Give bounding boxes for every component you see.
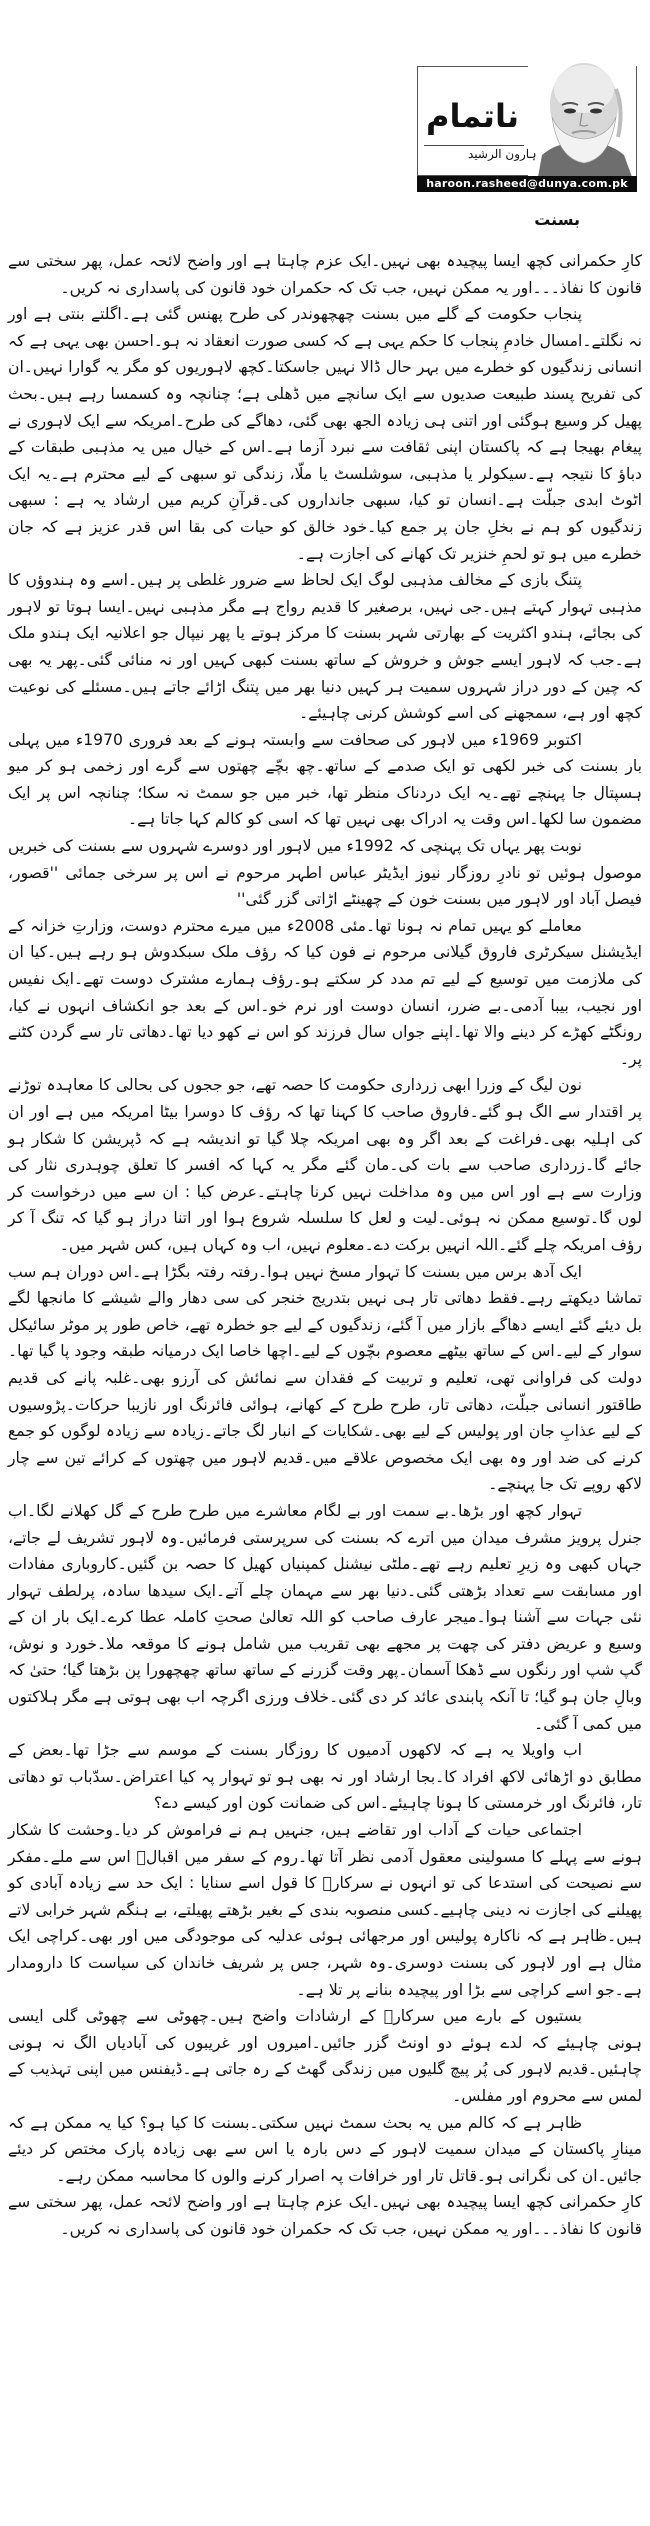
article-paragraph: نوبت پھر یہاں تک پہنچی کہ 1992ء میں لاہور اور دوسرے شہروں سے بسنت کی خبریں موصول ہوئیں تو نادرِ روزگار نیوز ایڈیٹر عباس اطہر مرحوم نے اس پر سرخی جمائی ''قصور، فیصل آباد اور لاہور میں بسنت خون کے چھینٹے اڑاتی گزر گئی'' [8,837,642,909]
column-logo-box [417,66,637,176]
article-closing-paragraph: کارِ حکمرانی کچھ ایسا پیچیدہ بھی نہیں۔ایک عزم چاہتا ہے اور واضح لائحہ عمل، پھر سختی سے قانون کا نفاذ۔۔۔اور یہ ممکن نہیں، جب تک کہ حکمران خود قانون کی پاسداری نہ کریں۔ [8,2193,642,2238]
author-name: ہارون الرشید [468,147,537,161]
article-paragraph: پنجاب حکومت کے گلے میں بسنت چھچھوندر کی طرح پھنس گئی ہے۔اگلتے بنتی ہے اور نہ نگلتے۔امسال خادمِ پنجاب کا حکم یہی ہے کہ کسی صورت انعقاد نہ ہو۔احسن بھی یہی ہے کہ انسانی زندگیوں کو خطرے میں بہر حال ڈالا نہیں جاسکتا۔کچھ لاہوریوں کو مگر یہ گوارا نہیں۔ان کی تفریح پسند طبیعت صدیوں سے ایک سانچے میں ڈھلی ہے؛ چنانچہ وہ کسمسا رہے ہیں۔بحث پھیل کر وسیع ہوگئی اور اتنی ہی زیادہ الجھ بھی گئی، دھاگے کی طرح۔امریکہ سے ایک لاہوری نے پیغام بھیجا ہے کہ پاکستان اپنی ثقافت سے نبرد آزما ہے۔اس کے خیال میں یہ مذہبی طبقات کے دباؤ کا نتیجہ ہے۔سیکولر یا مذہبی، سوشلسٹ یا ملّا، زندگی تو سبھی کے لیے محترم ہے۔یہ ایک اٹوٹ ابدی جبلّت ہے۔انسان تو کیا، سبھی جانداروں کی۔قرآنِ کریم میں ارشاد یہ ہے : سبھی زندگیوں کو ہم نے بخلِ جان پر جمع کیا۔خود خالق کو حیات کی بقا اس قدر عزیز ہے کہ جان خطرے میں ہو تو لحمِ خنزیر تک کھانے کی اجازت ہے۔ [8,305,642,563]
article-paragraph: ظاہر ہے کہ کالم میں یہ بحث سمٹ نہیں سکتی۔بسنت کا کیا ہو؟ کیا یہ ممکن ہے کہ مینارِ پاکستان کے میدان سمیت لاہور کے دس بارہ یا اس سے بھی زیادہ پارک مختص کر دیئے جائیں۔ان کی نگرانی ہو۔قاتل تار اور خرافات پہ اصرار کرنے والوں کا محاسبہ ممکن رہے۔ [8,2113,642,2185]
article-paragraph: اجتماعی حیات کے آداب اور تقاضے ہیں، جنہیں ہم نے فراموش کر دیا۔وحشت کا شکار ہونے سے پہلے کا مسولینی معقول آدمی نظر آتا تھا۔روم کے سفر میں اقبالؔ اس سے ملے۔مفکر سے نصیحت کی استدعا کی تو انہوں نے سرکارؐ کا قول اسے سنایا : ایک حد سے زیادہ آبادی کو پھیلنے کی اجازت نہ دینی چاہیے۔کسی منصوبہ بندی کے بغیر بڑھتے پھیلتے، بے ہنگم شہر خرابی لاتے ہیں۔ظاہر ہے کہ ناکارہ پولیس اور مرجھائی ہوئی عدلیہ کی موجودگی میں اور بھی۔کراچی ایک مثال ہے اور لاہور کی بسنت دوسری۔وہ شہر، جس پر شریف خاندان کی سیاست کا دارومدار ہے۔جو اسے کراچی سے بڑا اور پیچیدہ بنانے پر تلا ہے۔ [8,1821,642,1999]
article-paragraph: کارِ حکمرانی کچھ ایسا پیچیدہ بھی نہیں۔ایک عزم چاہتا ہے اور واضح لائحہ عمل، پھر سختی سے قانون کا نفاذ۔۔۔اور یہ ممکن نہیں، جب تک کہ حکمران خود قانون کی پاسداری نہ کریں۔ [8,252,642,297]
article-paragraph: اکتوبر 1969ء میں لاہور کی صحافت سے وابستہ ہونے کے بعد فروری 1970ء میں پہلی بار بسنت کی خبر لکھی تو ایک صدمے کے ساتھ۔چھ بچّے چھتوں سے گرے اور زخمی ہو کر میو ہسپتال جا پہنچے تھے۔یہ ایک دردناک منظر تھا، خبر میں جو سمٹ نہ سکا؛ چنانچہ اس پر ایک مضمون سا لکھا۔اس وقت یہ ادراک بھی نہیں تھا کہ اسی کو کالم کہا جاتا ہے۔ [8,730,642,829]
article-paragraph: اب واویلا یہ ہے کہ لاکھوں آدمیوں کا روزگار بسنت کے موسم سے جڑا تھا۔بعض کے مطابق دو اڑھائی لاکھ افراد کا۔بجا ارشاد اور نہ بھی ہو تو تہوار پہ کیا اعتراض۔سدّباب تو دھاتی تار، فائرنگ اور خرمستی کا ہونا چاہیئے۔اس کی ضمانت کون اور کیسے دے؟ [8,1741,642,1813]
logo-divider [424,145,524,146]
article-body [8,248,642,2243]
author-portrait [528,59,636,177]
column-name: ناتمام [426,97,519,135]
author-portrait-image [528,59,636,177]
article-paragraph: پتنگ بازی کے مخالف مذہبی لوگ ایک لحاظ سے ضرور غلطی پر ہیں۔اسے وہ ہندوؤں کا مذہبی تہوار کہتے ہیں۔جی نہیں، برصغیر کا قدیم رواج ہے مگر مذہبی نہیں۔ایسا ہوتا تو لاہور کی بجائے، ہندو اکثریت کے بھارتی شہر بسنت کا مرکز ہوتے یا پھر نیپال جو اعلانیہ ایک ہندو ملک ہے۔جب کہ لاہور ایسے جوش و خروش کے ساتھ بسنت کبھی کہیں اور نہ منائی گئی۔پھر یہ بھی کہ چین کے دور دراز شہروں سمیت ہر کہیں دنیا بھر میں پتنگ اڑائے جاتے ہیں۔مسئلے کی نوعیت کچھ اور ہے، سمجھنے کی اسے کوشش کرنی چاہیئے۔ [8,571,642,723]
article-paragraph: ایک آدھ برس میں بسنت کا تہوار مسخ نہیں ہوا۔رفتہ رفتہ بگڑا ہے۔اس دوران ہم سب تماشا دیکھتے رہے۔فقط دھاتی تار ہی نہیں بتدریج خنجر کی سی دھار والے شیشے کا مانجھا لگے بل دیئے گئے ایسے دھاگے بازار میں آ گئے، زندگیوں کے لیے جو خطرہ تھے، خاص طور پر موٹر سائیکل سوار کے لیے۔اس کے ساتھ بیٹھے معصوم بچّوں کے لیے۔اچھا خاصا ایک درمیانہ طبقہ وجود پا گیا تھا۔دولت کی فراوانی تھی، تعلیم و تربیت کے فقدان سے نمائش کی آرزو بھی۔غلبہ پانے کی قدیم طاقتور انسانی جبلّت، دھاتی تار، طرح طرح کے کھانے، ہوائی فائرنگ اور نازیبا حرکات۔پڑوسیوں کے لیے عذابِ جان اور پولیس کے لیے بھی۔شکایات کے انبار لگ جاتے۔زیادہ سے زیادہ لوگوں کو جمع کرنے کی ضد اور وہ بھی ایک مخصوص علاقے میں۔قدیم لاہور میں چھتوں کے کرائے تین سے چار لاکھ روپے تک جا پہنچے۔ [8,1262,642,1494]
article-paragraph: تہوار کچھ اور بڑھا۔بے سمت اور بے لگام معاشرے میں طرح طرح کے گل کھلانے لگا۔اب جنرل پرویز مشرف میدان میں اترے کہ بسنت کی سرپرستی فرمائیں۔وہ لاہور تشریف لے جاتے، جہاں کبھی وہ زیرِ تعلیم رہے تھے۔ملٹی نیشنل کمپنیاں کھیل کا حصہ بن گئیں۔کاروباری مفادات اور مسابقت سے تعداد بڑھتی گئی۔دنیا بھر سے مہمان چلے آتے۔ایک سیدھا سادہ، پرلطف تہوار نئی جہات سے آشنا ہوا۔میجر عارف صاحب کو اللہ تعالیٰ صحتِ کاملہ عطا کرے۔ایک بار ان کے وسیع و عریض دفتر کی چھت پر مجھے بھی تقریب میں شامل ہونے کا موقعہ ملا۔خورد و نوش، گپ شپ اور رنگوں سے ڈھکا آسمان۔پھر وقت گزرنے کے ساتھ ساتھ چھچھورا پن بڑھتا گیا؛ حتیٰ کہ وبالِ جان ہو گیا؛ تا آنکہ پابندی عائد کر دی گئی۔خلاف ورزی اگرچہ اب بھی ہوتی ہے مگر ہلاکتوں میں کمی آ گئی۔ [8,1501,642,1733]
article-paragraph: بستیوں کے بارے میں سرکارؐ کے ارشادات واضح ہیں۔چھوٹی سے چھوٹی گلی ایسی ہونی چاہیئے کہ لدے ہوئے دو اونٹ گزر جائیں۔امیروں اور غریبوں کی آبادیاں الگ نہ ہونی چاہئیں۔قدیم لاہور کی پُر پیچ گلیوں میں زندگی گھٹ کے رہ جاتی ہے۔ڈیفنس میں اپنی تہذیب کے لمس سے محروم اور مفلس۔ [8,2007,642,2105]
column-header [0,0,650,200]
article-paragraph: نون لیگ کے وزرا ابھی زرداری حکومت کا حصہ تھے، جو ججوں کی بحالی کا معاہدہ توڑنے پر اقتدار سے الگ ہو گئے۔فاروق صاحب کا کہنا تھا کہ رؤف کا دوسرا بیٹا امریکہ میں ہے اور ان کی اہلیہ بھی۔فراغت کے بعد اگر وہ بھی امریکہ چلا گیا تو اندیشہ ہے کہ ڈپریشن کا شکار ہو جائے گا۔زرداری صاحب سے بات کی۔مان گئے مگر یہ کہا کہ افسر کا تعلق چوہدری نثار کی وزارت سے ہے اور اس میں وہ مداخلت نہیں کرنا چاہتے۔عرض کیا : ان سے میں درخواست کر لوں گا۔توسیع ممکن نہ ہوئی۔لیت و لعل کا سلسلہ شروع ہوا اور اتنا دراز ہو گیا کہ تنگ آ کر رؤف امریکہ چلے گئے۔اللہ انہیں برکت دے۔معلوم نہیں، اب وہ کہاں ہیں، کس شہر میں۔ [8,1076,642,1254]
author-email[interactable]: haroon.rasheed@dunya.com.pk [417,176,637,192]
article-paragraph: معاملے کو یہیں تمام نہ ہونا تھا۔مئی 2008ء میں میرے محترم دوست، وزارتِ خزانہ کے ایڈیشنل سیکرٹری فاروق گیلانی مرحوم نے فون کیا کہ رؤف ملک سبکدوش ہو رہے ہیں۔کیا ان کی ملازمت میں توسیع کے لیے تم مدد کر سکتے ہو۔رؤف ہمارے مشترک دوست تھے۔ایک نفیس اور نجیب، بیبا آدمی۔بے ضرر، انسان دوست اور نرم خو۔اس کے بعد جو انکشاف انہوں نے کیا، رونگٹے کھڑے کر دینے والا تھا۔اپنے جواں سال فرزند کو اس نے کھو دیا تھا۔دھاتی تار سے گردن کٹنے پر۔ [8,916,642,1068]
article-title: بسنت [534,210,580,229]
